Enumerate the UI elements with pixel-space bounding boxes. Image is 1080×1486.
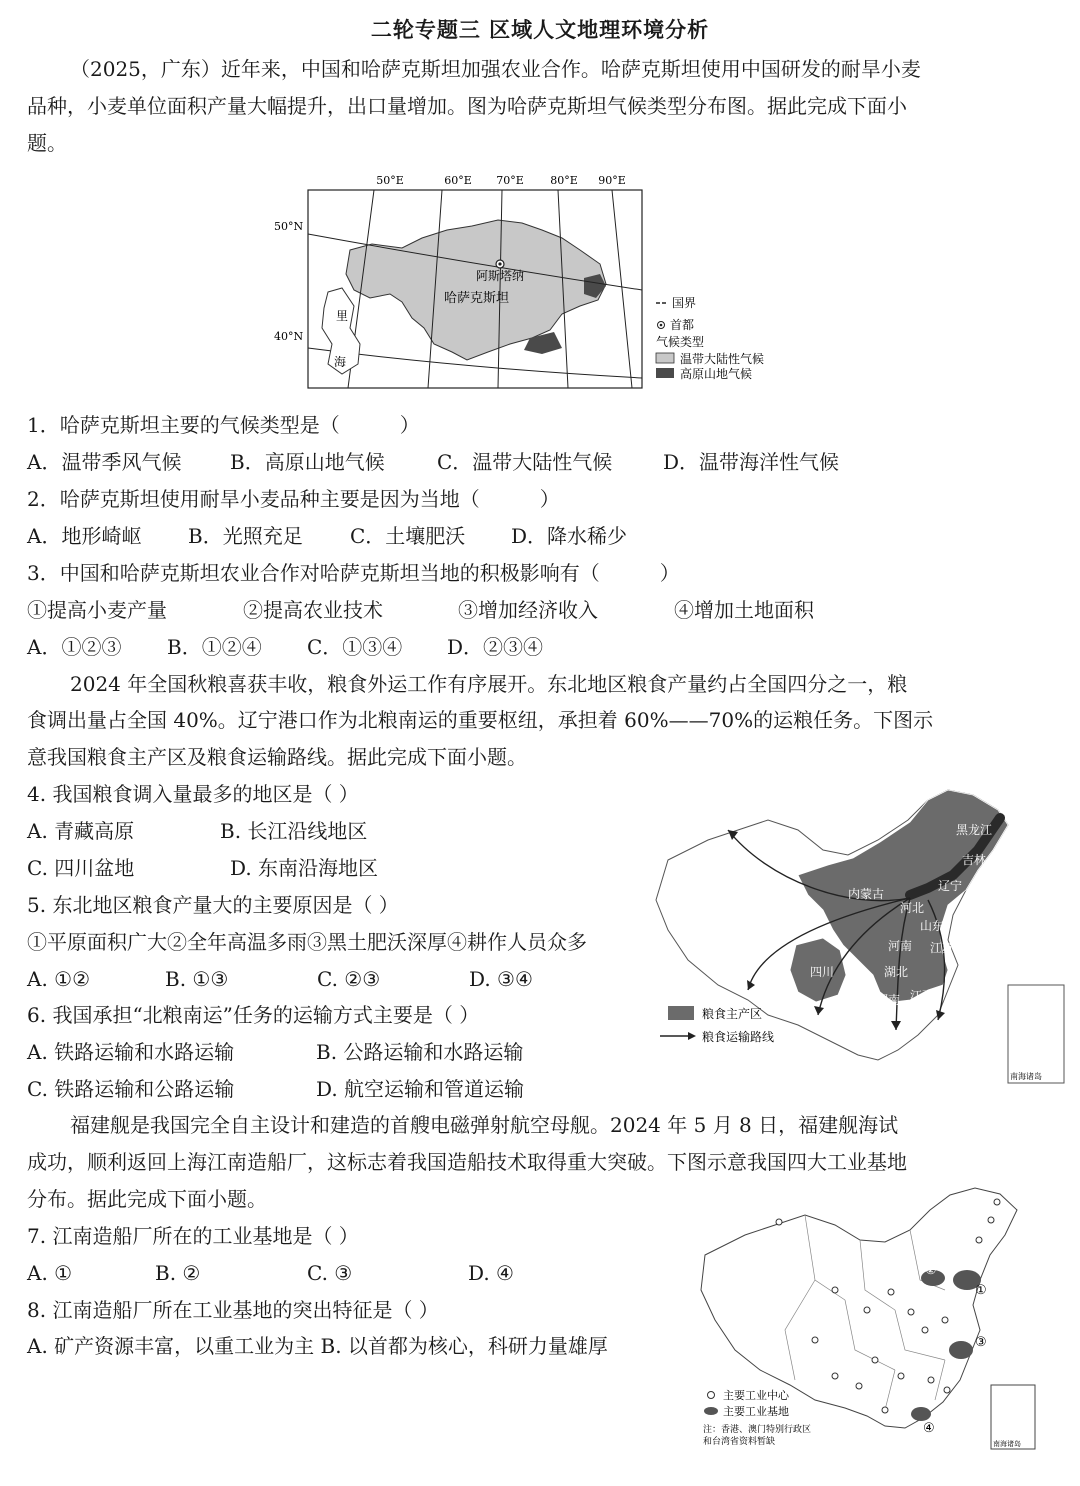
lon-label-90: 90°E [598, 174, 626, 187]
label-henan: 河南 [888, 939, 913, 953]
q1-option-b: B．高原山地气候 [230, 450, 385, 474]
intro-3-line-3: 分布。据此完成下面小题。 [27, 1187, 267, 1211]
industrial-center [976, 1237, 982, 1243]
label-sichuan: 四川 [810, 965, 835, 979]
q2-option-a: A．地形崎岖 [27, 524, 142, 548]
legend-base-label: 主要工业基地 [723, 1405, 789, 1418]
china-grain-map [648, 780, 1068, 1085]
q3-item-2: ②提高农业技术 [243, 598, 383, 622]
legend-highland-label: 高原山地气候 [680, 367, 753, 381]
china-industry-map [695, 1180, 1070, 1480]
industrial-center [856, 1383, 862, 1389]
intro-2-line-2: 食调出量占全国 40%。辽宁港口作为北粮南运的重要枢纽，承担着 60%——70%的运粮任务。下图示 [27, 708, 934, 732]
q5-option-d: D. ③④ [469, 967, 533, 991]
legend-temperate-label: 温带大陆性气候 [680, 352, 765, 366]
q5-option-b: B. ①③ [165, 967, 229, 991]
q2-stem: 2．哈萨克斯坦使用耐旱小麦品种主要是因为当地（ ） [27, 487, 560, 511]
q2-option-d: D．降水稀少 [511, 524, 628, 548]
base-label-2: ② [925, 1263, 937, 1278]
industrial-center [776, 1219, 782, 1225]
country-label: 哈萨克斯坦 [444, 291, 510, 306]
caspian-label-2: 海 [334, 355, 347, 369]
industrial-center [928, 1377, 934, 1383]
base-label-3: ③ [975, 1335, 987, 1350]
south-sea-inset [1008, 985, 1064, 1083]
lon-label-70: 70°E [496, 174, 524, 187]
q4-stem: 4. 我国粮食调入量最多的地区是（ ） [27, 782, 359, 806]
industrial-center [942, 1317, 948, 1323]
lat-label-40: 40°N [274, 330, 304, 343]
q1-option-d: D．温带海洋性气候 [663, 450, 840, 474]
q3-stem: 3．中国和哈萨克斯坦农业合作对哈萨克斯坦当地的积极影响有（ ） [27, 561, 680, 585]
q7-option-a: A. ① [27, 1261, 73, 1285]
base-label-1: ① [975, 1283, 987, 1298]
intro-1-line-3: 题。 [27, 131, 67, 155]
label-hubei: 湖北 [884, 965, 909, 979]
capital-label: 阿斯塔纳 [476, 269, 525, 283]
label-jilin: 吉林 [962, 853, 987, 867]
map-note-1: 注：香港、澳门特别行政区 [703, 1425, 812, 1435]
q3-item-3: ③增加经济收入 [458, 598, 598, 622]
q7-option-c: C. ③ [307, 1261, 353, 1285]
industrial-center [864, 1307, 870, 1313]
q4-option-a: A. 青藏高原 [27, 819, 135, 843]
legend-center-label: 主要工业中心 [723, 1389, 789, 1402]
q4-option-b: B. 长江沿线地区 [220, 819, 368, 843]
q3-option-d: D．②③④ [447, 635, 544, 659]
q7-option-b: B. ② [155, 1261, 201, 1285]
q8-options: A. 矿产资源丰富，以重工业为主 B. 以首都为核心，科研力量雄厚 [27, 1334, 608, 1358]
industrial-center [994, 1199, 1000, 1205]
caspian-label-1: 里 [336, 309, 349, 323]
q8-stem: 8. 江南造船厂所在工业基地的突出特征是（ ） [27, 1298, 439, 1322]
label-jiangxi: 江西 [910, 989, 935, 1003]
industrial-center [832, 1373, 838, 1379]
q5-stem: 5. 东北地区粮食产量大的主要原因是（ ） [27, 893, 399, 917]
kazakhstan-area [346, 220, 606, 360]
intro-2-line-3: 意我国粮食主产区及粮食运输路线。据此完成下面小题。 [27, 745, 527, 769]
legend-capital-label: 首都 [670, 318, 695, 332]
industrial-base-3 [949, 1341, 973, 1359]
q6-option-b: B. 公路运输和水路运输 [316, 1040, 524, 1064]
q5-option-a: A. ①② [27, 967, 91, 991]
q3-option-c: C．①③④ [307, 635, 403, 659]
label-shandong: 山东 [920, 919, 945, 933]
industrial-center [872, 1357, 878, 1363]
q3-option-a: A．①②③ [27, 635, 122, 659]
label-neimenggu: 内蒙古 [848, 887, 885, 901]
legend-route-arrowhead [688, 1032, 696, 1040]
q3-item-1: ①提高小麦产量 [27, 598, 167, 622]
q5-items: ①平原面积广大②全年高温多雨③黑土肥沃深厚④耕作人员众多 [27, 930, 587, 954]
lon-label-50: 50°E [376, 174, 404, 187]
q1-option-a: A．温带季风气候 [27, 450, 182, 474]
label-jiangsu: 江苏 [930, 941, 955, 955]
industrial-center [832, 1287, 838, 1293]
page-title: 二轮专题三 区域人文地理环境分析 [370, 17, 710, 42]
capital-dot [498, 262, 501, 265]
label-heilongjiang: 黑龙江 [956, 823, 993, 837]
legend-center-symbol [708, 1392, 715, 1399]
lon-label-80: 80°E [550, 174, 578, 187]
q3-option-b: B．①②④ [167, 635, 262, 659]
q2-option-b: B．光照充足 [188, 524, 303, 548]
legend-capital-dot [660, 324, 663, 327]
legend-grain-area-swatch [668, 1006, 694, 1020]
q6-option-d: D. 航空运输和管道运输 [316, 1077, 525, 1101]
base-label-4: ④ [923, 1421, 935, 1436]
intro-1-line-1: （2025，广东）近年来，中国和哈萨克斯坦加强农业合作。哈萨克斯坦使用中国研发的耐旱小麦 [70, 57, 921, 81]
legend-highland-swatch [656, 368, 674, 378]
q4-option-d: D. 东南沿海地区 [230, 856, 379, 880]
label-liaoning: 辽宁 [938, 879, 963, 893]
lat-label-50: 50°N [274, 220, 304, 233]
q3-item-4: ④增加土地面积 [674, 598, 814, 622]
industrial-center [888, 1289, 894, 1295]
industrial-center [882, 1407, 888, 1413]
q6-stem: 6. 我国承担“北粮南运”任务的运输方式主要是（ ） [27, 1003, 480, 1027]
south-sea-inset-label: 南海诸岛 [1010, 1072, 1042, 1081]
industrial-center [898, 1373, 904, 1379]
industrial-center [908, 1309, 914, 1315]
industrial-center [988, 1217, 994, 1223]
q1-stem: 1．哈萨克斯坦主要的气候类型是（ ） [27, 413, 420, 437]
industrial-center [944, 1387, 950, 1393]
legend-climate-title: 气候类型 [656, 335, 705, 349]
q5-option-c: C. ②③ [317, 967, 381, 991]
intro-3-line-2: 成功，顺利返回上海江南造船厂，这标志着我国造船技术取得重大突破。下图示意我国四大工业基地 [27, 1150, 907, 1174]
intro-1-line-2: 品种，小麦单位面积产量大幅提升，出口量增加。图为哈萨克斯坦气候类型分布图。据此完成下面小 [27, 94, 907, 118]
south-sea-inset-industry-label: 南海诸岛 [993, 1440, 1021, 1448]
q2-option-c: C．土壤肥沃 [350, 524, 466, 548]
legend-border-label: 国界 [672, 296, 697, 310]
legend-route-label: 粮食运输路线 [702, 1030, 775, 1044]
q6-option-a: A. 铁路运输和水路运输 [27, 1040, 235, 1064]
legend-base-symbol [704, 1407, 718, 1415]
industrial-base-4 [911, 1407, 931, 1421]
label-hebei: 河北 [900, 901, 925, 915]
lon-label-60: 60°E [444, 174, 472, 187]
q1-option-c: C．温带大陆性气候 [437, 450, 613, 474]
q7-option-d: D. ④ [468, 1261, 514, 1285]
industrial-center [812, 1337, 818, 1343]
intro-2-line-1: 2024 年全国秋粮喜获丰收，粮食外运工作有序展开。东北地区粮食产量约占全国四分之一，粮 [70, 672, 908, 696]
q6-option-c: C. 铁路运输和公路运输 [27, 1077, 235, 1101]
legend-temperate-swatch [656, 353, 674, 363]
label-hunan: 湖南 [876, 993, 901, 1007]
q4-option-c: C. 四川盆地 [27, 856, 135, 880]
industrial-center [922, 1327, 928, 1333]
kazakhstan-climate-map [262, 168, 802, 393]
map-note-2: 和台湾省资料暂缺 [703, 1437, 776, 1447]
legend-grain-area-label: 粮食主产区 [702, 1007, 763, 1021]
q7-stem: 7. 江南造船厂所在的工业基地是（ ） [27, 1224, 359, 1248]
intro-3-line-1: 福建舰是我国完全自主设计和建造的首艘电磁弹射航空母舰。2024 年 5 月 8 日，福建舰海试 [70, 1113, 899, 1137]
